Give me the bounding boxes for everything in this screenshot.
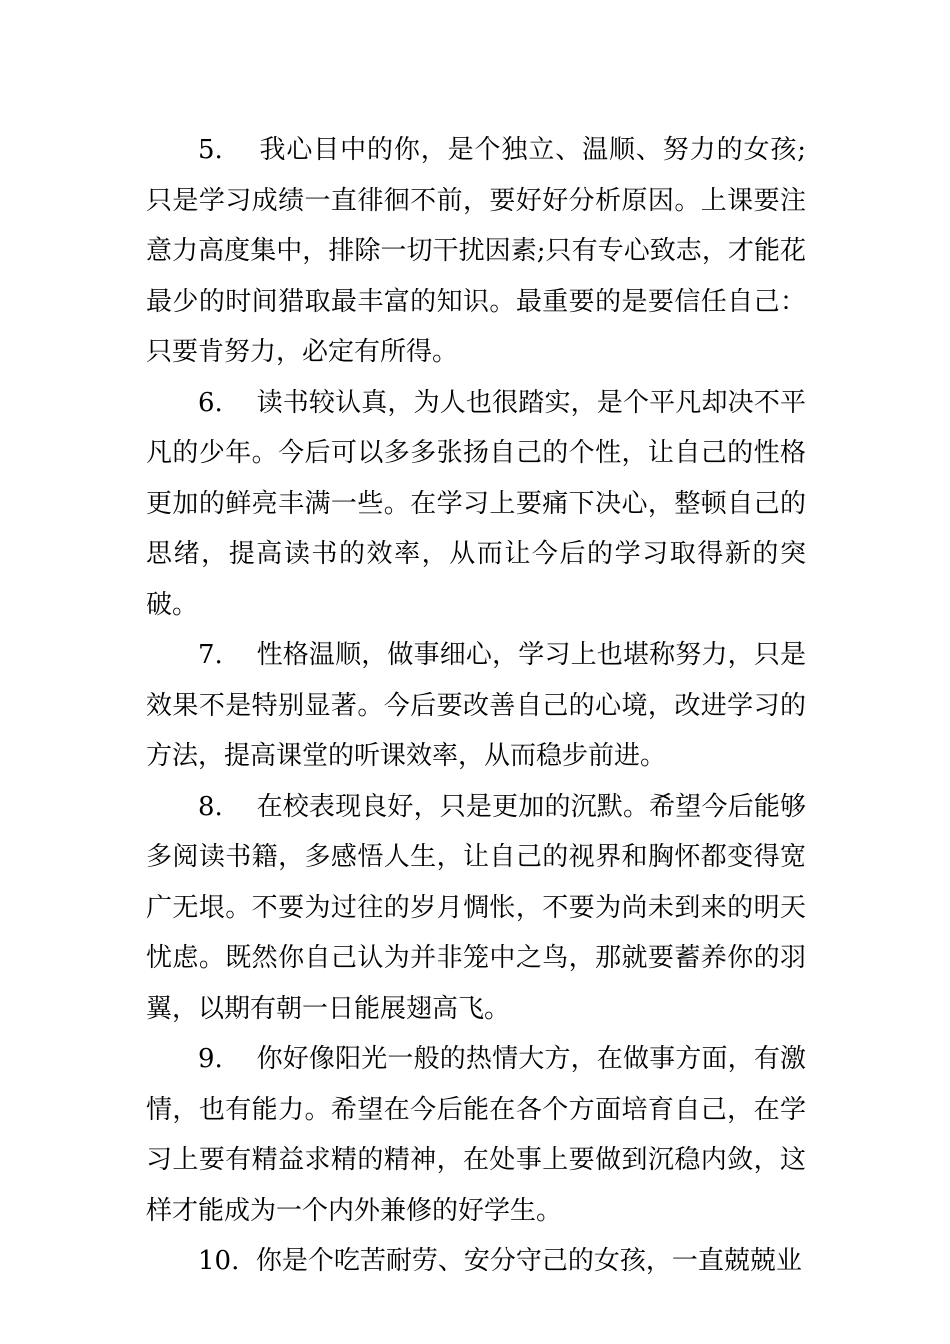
paragraph-9 (146, 1034, 806, 1236)
paragraph-10 (146, 1236, 806, 1287)
paragraph-text: 你是个吃苦耐劳、安分守己的女孩，一直兢兢业 (255, 1246, 802, 1276)
paragraph-text: 在校表现良好，只是更加的沉默。希望今后能够多阅读书籍，多感悟人生，让自己的视界和胸怀都变得宽广无垠。不要为过往的岁月惆怅，不要为尚未到来的明天忧虑。既然你自己认为并非笼中之鸟，那就要蓄养你的羽翼，以期有朝一日能展翅高飞。 (146, 791, 806, 1024)
paragraph-text: 读书较认真，为人也很踏实，是个平凡却决不平凡的少年。今后可以多多张扬自己的个性，让自己的性格更加的鲜亮丰满一些。在学习上要痛下决心，整顿自己的思绪，提高读书的效率，从而让今后的学习取得新的突破。 (146, 387, 806, 620)
paragraph-text: 我心目中的你，是个独立、温顺、努力的女孩;只是学习成绩一直徘徊不前，要好好分析原因。上课要注意力高度集中，排除一切干扰因素;只有专心致志，才能花最少的时间猎取最丰富的知识。最重要的是要信任自己：只要肯努力，必定有所得。 (146, 135, 806, 367)
paragraph-number: 5. (198, 135, 223, 165)
paragraph-number: 9. (198, 1044, 223, 1074)
document-body (146, 125, 806, 1287)
paragraph-number: 7. (198, 640, 223, 670)
paragraph-text: 性格温顺，做事细心，学习上也堪称努力，只是效果不是特别显著。今后要改善自己的心境，改进学习的方法，提高课堂的听课效率，从而稳步前进。 (146, 640, 806, 771)
paragraph-8 (146, 782, 806, 1035)
paragraph-5 (146, 125, 806, 378)
paragraph-number: 10. (198, 1246, 240, 1276)
paragraph-7 (146, 630, 806, 782)
paragraph-number: 8. (198, 791, 223, 822)
paragraph-6 (146, 378, 806, 631)
paragraph-number: 6. (198, 387, 223, 418)
paragraph-text: 你好像阳光一般的热情大方，在做事方面，有激情，也有能力。希望在今后能在各个方面培育自己，在学习上要有精益求精的精神，在处事上要做到沉稳内敛，这样才能成为一个内外兼修的好学生。 (146, 1044, 806, 1226)
